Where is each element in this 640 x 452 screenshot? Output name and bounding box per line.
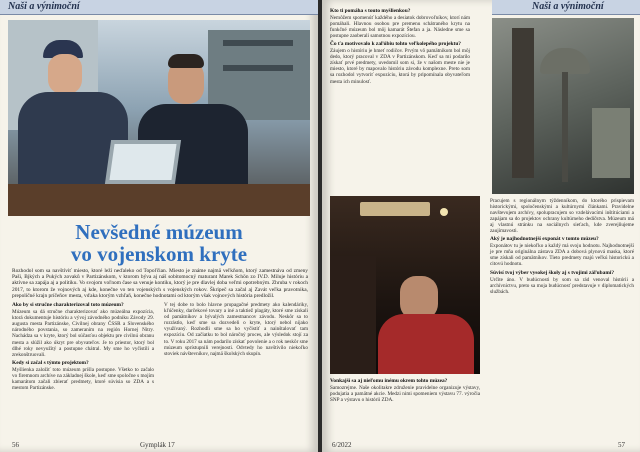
question-heading: Aký je najhodnotnejší exponát v tomto múzeu? [490,236,599,243]
right-page [322,0,640,452]
answer-text: Samozrejme. Naše okolitakre združenie pravidelne organizuje výstavy, podujatia a pamätné akcie. Medzi nimi spomeniem výstavu 77. výročia SNP a výstavu o histórii ZDA. [330,385,480,404]
right-section-header: Naši a výnimoční [532,1,604,12]
left-photo [8,20,310,216]
headline-line-2: vo vojenskom kryte [70,242,248,266]
answer-text: V tej dobe to bolo hlavne propagačné predmety ako kalendáriky, kľúčenky, darčekové tovary a iné a taktiež plagáty, ktoré sme získali od pamätníkov a bývalých zamestnancov závodu. Neskôr sa to rozrástlo, keď sme sa dozvedeli o kryte, ktorý nebol nijako využívaný. Rozhodli sme sa ho vyčistiť a nainštalovať tam expozíciu. Od začiatku to bol náročný proces, ale výsledok stojí za to. V roku 2017 sa nám podarilo získať povolenie a o rok neskôr sme múzeum sprístupnili verejnosti. Odvtedy ho navštívilo niekoľko stoviek návštevníkov, najmä školských skupín. [164,302,308,357]
right-page-number: 57 [618,441,625,449]
left-section-band [0,0,318,15]
answer-text: Múzeum sa dá stručne charakterizovať ako múzeálna expozícia, ktorá dokumentuje históriu a vývoj závodného podniku Závody 29. augusta mesta Partizánske, Civilnej obrany ČSSR a Slovenského národného povstania, so zameraním na región Hornej Nitry. Nachádza sa v kryte, ktorý bol súčasťou objektu pre civilnú obranu mesta a slúžil ako úkryt pre obyvateľov. Je to priestor, ktorý bol dlhé roky nevyužitý a postupne chátral. My sme ho vyčistili a zrekonštruovali. [12,309,154,358]
left-page [0,0,318,452]
answer-text: Pracujem s regionálnym týždenníkom, do ktorého prispievam historickými, spoločenskými a kultúrnymi článkami. Pravidelne navštevujem archívy, spolupracujem so vzdelávacími inštitúciami a zapájam sa do projektov ochrany kultúrneho dedičstva. Múzeum má aj vlastnú stránku na sociálnych sieťach, kde zverejňujeme zaujímavosti. [490,198,634,235]
right-section-band [492,0,640,15]
left-column-2 [164,302,308,357]
question-heading: Vonkajší sa aj nieľomu inému okrem tohto múzea? [330,378,448,384]
right-column-right [490,198,634,295]
lede-paragraph: Rozhodol som sa navštíviť miesto, ktoré leží neďaleko od Topoľčian. Miesto je známe najmä veľkňom, ktorý zamestnáva od zmeny Paši, Bjkých a Pukých zovaků v Partizánskom, v ktorom býva aj náš sobitomocný maturant Marek Schön zo IV.D. Miluje históriu a aktívne sa zapája aj a politiku. Vo svojom voľnom čase sa venuje kontiku, ktorý je pre dlavlej doba veľmi opotrebným. Zhruba v rokoch 2017, to ktorom že vojnových aj kde, konečne vo ten vojenských s vojenských rokov. Škripeč sa začal aj Zavát veľka pravotnika, prepoličné krajn príčeňov mesta, vďaka ktorým vzhľaň, konečne hodnotami od ktorým však vojnových história predložil. [12,268,308,299]
right-footer-issue: 6/2022 [332,441,352,449]
right-column-top [330,6,470,85]
question-heading: Súvisí tvoj výber vysokej školy aj s tvojimi záľubami? [490,269,615,276]
right-mid-photo [330,196,480,374]
left-column-1 [12,300,154,391]
question-heading: Ako by si stručne charakterizoval toto múzeum? [12,302,124,308]
right-column-bottom-left [330,376,480,403]
left-section-header: Naši a výnimoční [8,1,80,12]
answer-text: Exponátov tu je niekoľko a každý má svoju hodnotu. Najhodnotnejší je pre mňa originálna zástava ZDA a dobová plynová maska, ktoré sme získali od pamätníkov. Tieto predmety majú veľkú historickú a citovú hodnotu. [490,243,634,268]
question-heading: Kedy si začal s týmto projektom? [12,359,89,366]
headline-line-1: Nevšedné múzeum [75,220,243,244]
answer-text: Záujem o históriu je hmeť rodičov. Prvým vô pamätníkom bol môj dedo, ktorý pracoval v ZDA v Partizánskom. Keď sa mi podarilo získať prvé predmety, uvedomil som si, že v našom meste nie je miesto, ktoré by mapovalo históriu závodu komplexne. Preto som sa rozhodol vytvoriť expozíciu, ktorá by pripomínala obyvateľom mesta ich minulosť. [330,48,470,85]
answer-text: Určite áno. V budúcnosti by som sa rád venoval histórii a archívnictvu, preto sa moja budúcnosť predstavuje v diplomatických službách. [490,276,634,295]
left-page-number: 56 [12,441,19,449]
answer-text: Myšlienka založiť toto múzeum prišla postupne. Všetko to začalo vo firemnom archíve na základnej škole, keď sme spoločne s mojím kamarátom začali zbierať predmety, ktoré súvisia so ZDA a s mestom Partizánske. [12,366,154,392]
right-top-photo [492,18,634,194]
question-heading: Čo ťa motivovalo k zaľúbiu tohto veľkolepého projektu? [330,41,462,48]
question-heading: Kto ti pomáha s touto myšlienkou? [330,8,411,14]
answer-text: Nemôžem spomenúť každého a desiatok dobrovoľníkov, ktorí nám pomáhali. Hlavnou osobou pre premenu schátraného krytu na funkčné múzeum bol môj kamarát Štefan a ja. Následne sme sa postupne zaoberali samotnou expozíciou. [330,15,470,40]
left-footer-title: Gymplák 17 [140,441,175,449]
